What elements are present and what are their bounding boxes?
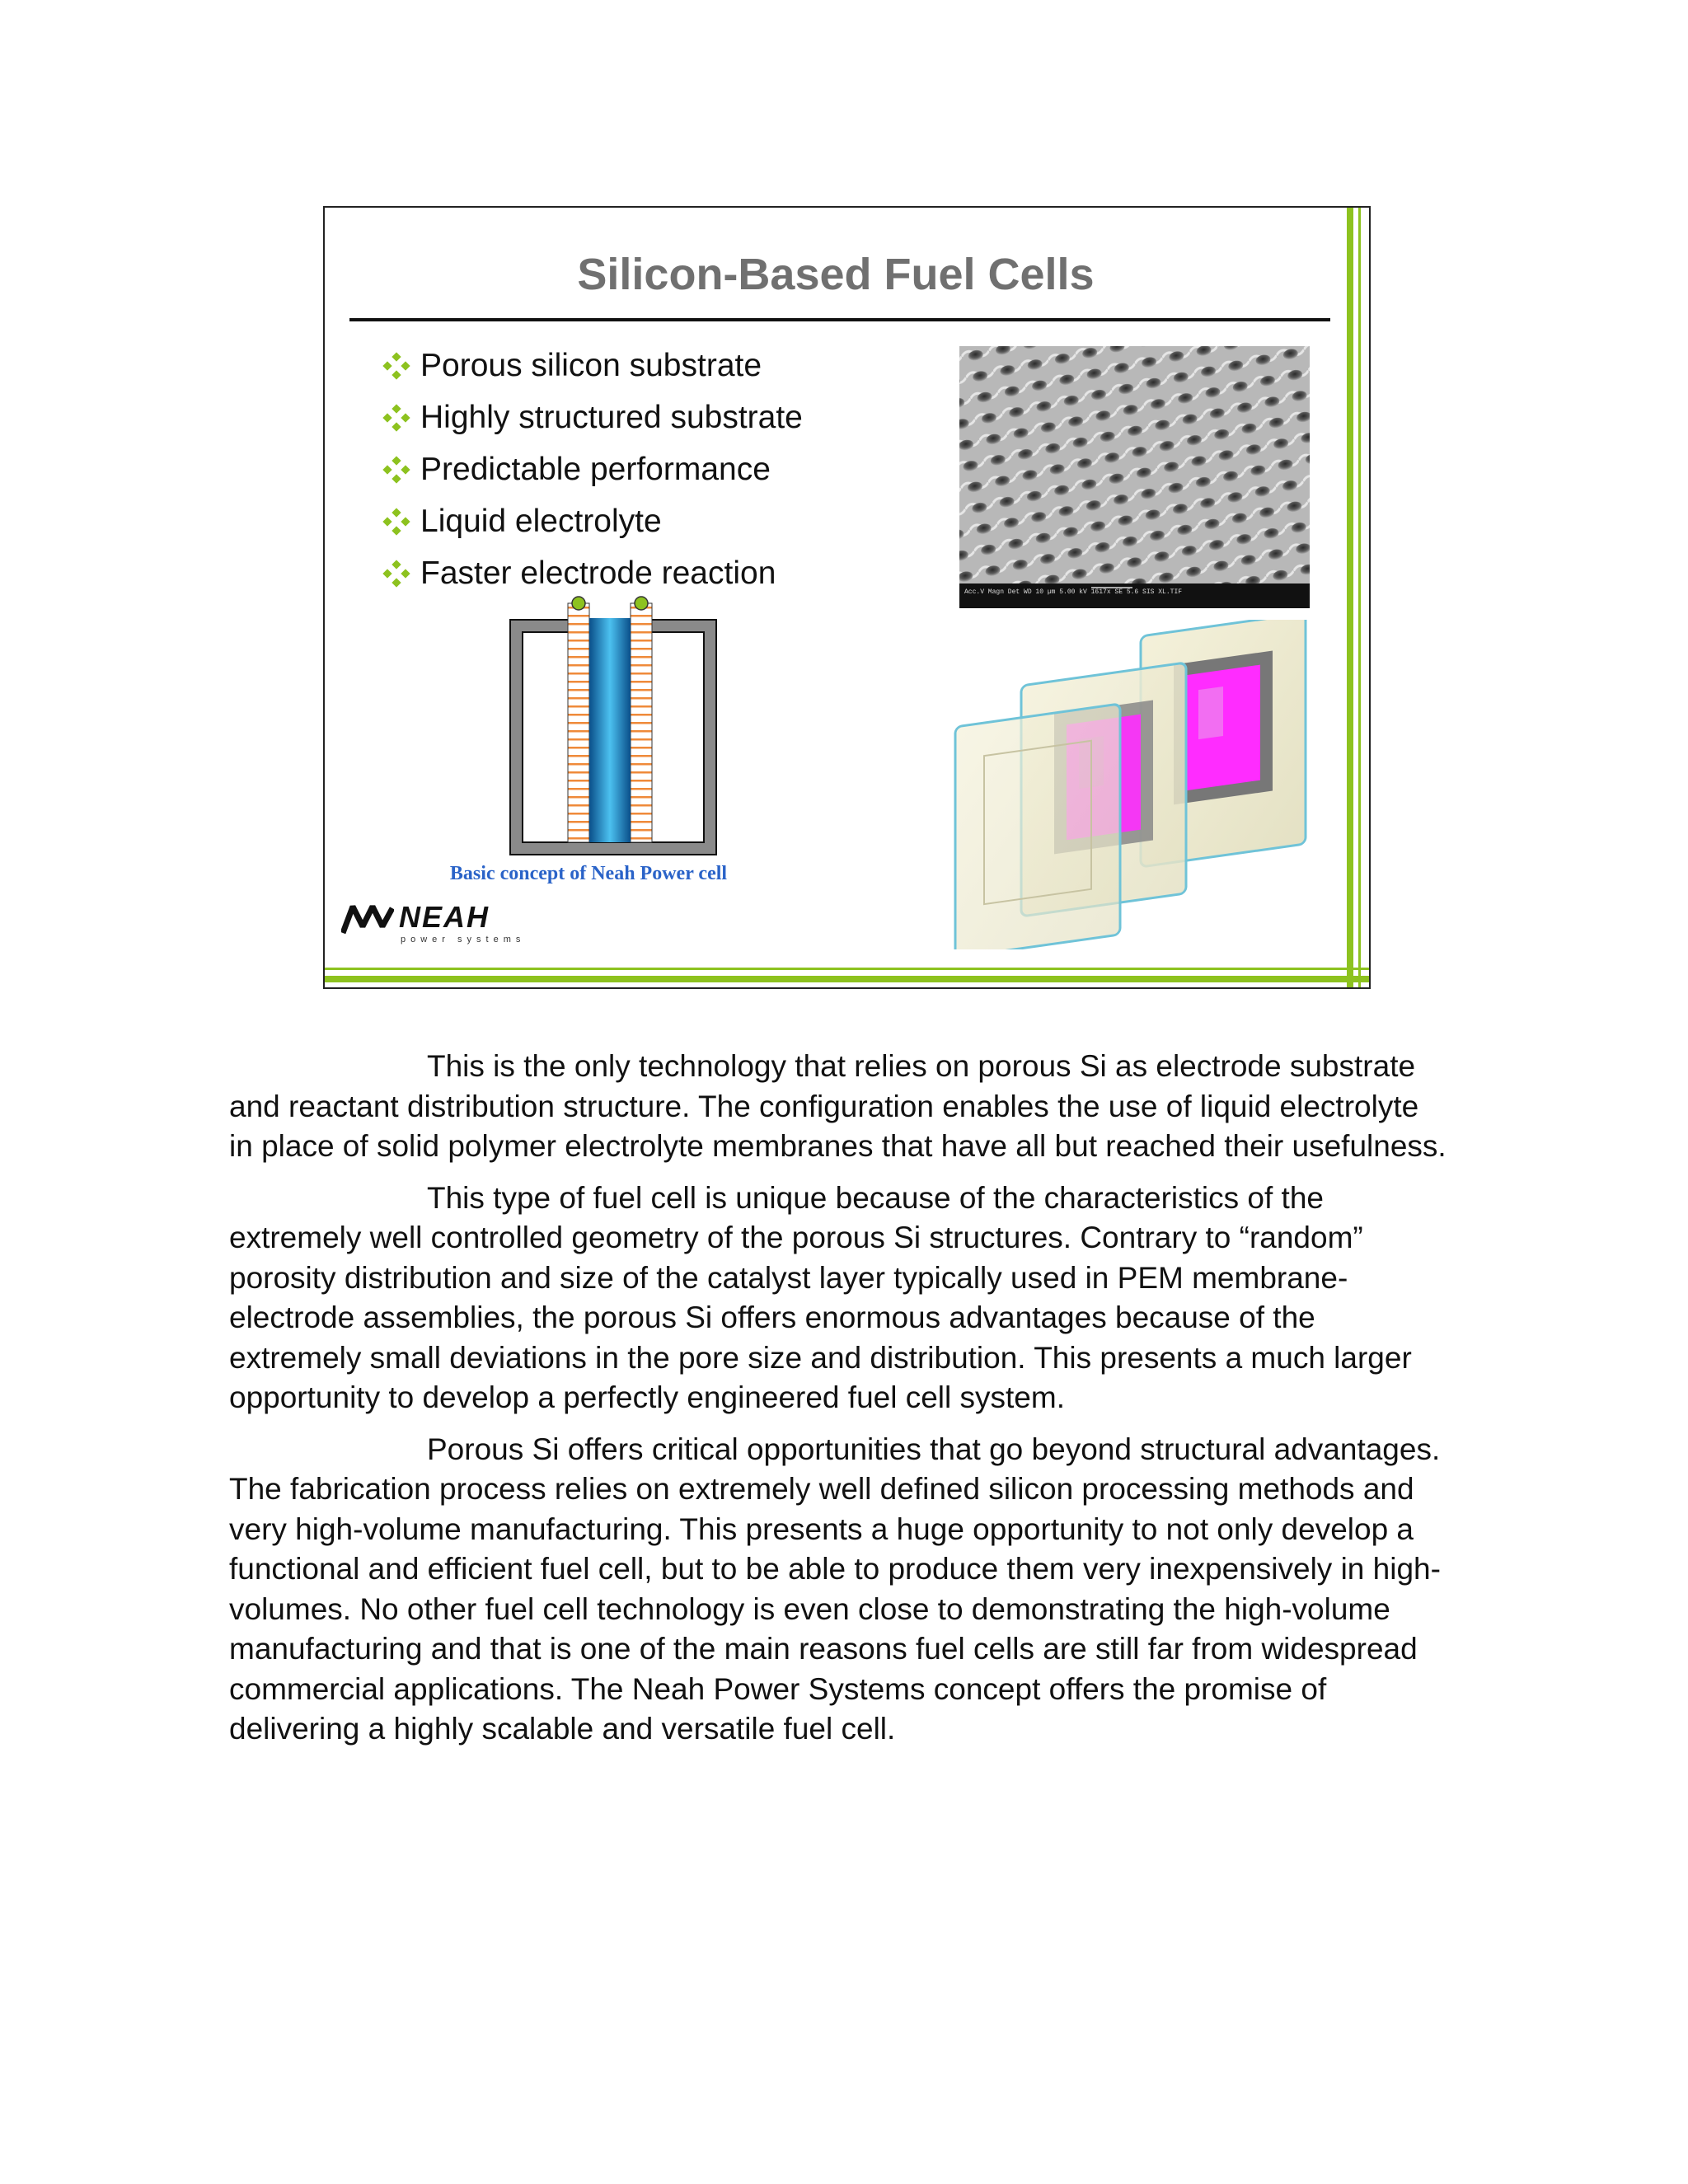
diagram-caption: Basic concept of Neah Power cell	[449, 863, 728, 884]
diamond-bullet-icon	[382, 560, 410, 588]
sem-micrograph-image	[959, 346, 1310, 608]
logo-wordmark: NEAH	[399, 900, 490, 934]
diamond-bullet-icon	[382, 352, 410, 380]
fuel-cell-concept-diagram	[506, 595, 720, 859]
paragraph: Porous Si offers critical opportunities that go beyond structural advantages. The fabrication process relies on extremely well defined silicon processing methods and very high-volume manufacturing. This presents a huge opportunity to not only develop a functional and efficient fuel cell, but to be able to produce them very inexpensively in high-volumes. No other fuel cell technology is even close to demonstrating the high-volume manufacturing and that is one of the main reasons fuel cells are still far from widespread commercial applications. The Neah Power Systems concept offers the promise of delivering a highly scalable and versatile fuel cell.	[229, 1432, 1441, 1746]
bullet-item	[382, 340, 803, 391]
title-rule	[349, 318, 1330, 321]
slide-title: Silicon-Based Fuel Cells	[577, 250, 1095, 299]
logo-tagline: power systems	[401, 935, 526, 944]
bullet-text: Liquid electrolyte	[420, 503, 662, 539]
bullet-list	[382, 340, 803, 599]
diamond-bullet-icon	[382, 456, 410, 484]
accent-bar-horizontal	[325, 976, 1369, 982]
sem-databar: Acc.V Magn Det WD 10 µm 5.00 kV 1617x SE 5.6 SIS XL.TIF	[964, 588, 1183, 596]
bullet-item	[382, 443, 803, 495]
bullet-item	[382, 495, 803, 547]
accent-bar-vertical-thin	[1358, 208, 1361, 987]
body-text	[229, 1047, 1449, 1761]
bullet-item	[382, 547, 803, 599]
bullet-text: Porous silicon substrate	[420, 347, 762, 383]
paragraph: This type of fuel cell is unique because of the characteristics of the extremely well controlled geometry of the porous Si structures. Contrary to “random” porosity distribution and size of the catalyst layer typically used in PEM membrane-electrode assemblies, the porous Si offers enormous advantages because of the extremely small deviations in the pore size and distribution. This presents a much larger opportunity to develop a perfectly engineered fuel cell system.	[229, 1180, 1412, 1414]
diamond-bullet-icon	[382, 404, 410, 432]
diamond-bullet-icon	[382, 508, 410, 536]
slide	[323, 206, 1371, 989]
bullet-text: Highly structured substrate	[420, 399, 803, 435]
bullet-text: Faster electrode reaction	[420, 555, 776, 591]
neah-logo	[341, 898, 564, 948]
paragraph: This is the only technology that relies on porous Si as electrode substrate and reactant distribution structure. The configuration enables the use of liquid electrolyte in place of solid polymer electrolyte membranes that have all but reached their usefulness.	[229, 1049, 1447, 1163]
exploded-cell-stack-image	[951, 620, 1314, 949]
bullet-text: Predictable performance	[420, 451, 771, 487]
accent-bar-horizontal-thin	[325, 968, 1369, 970]
bullet-item	[382, 391, 803, 443]
neah-mark-icon	[341, 902, 394, 935]
accent-bar-vertical	[1347, 208, 1353, 987]
